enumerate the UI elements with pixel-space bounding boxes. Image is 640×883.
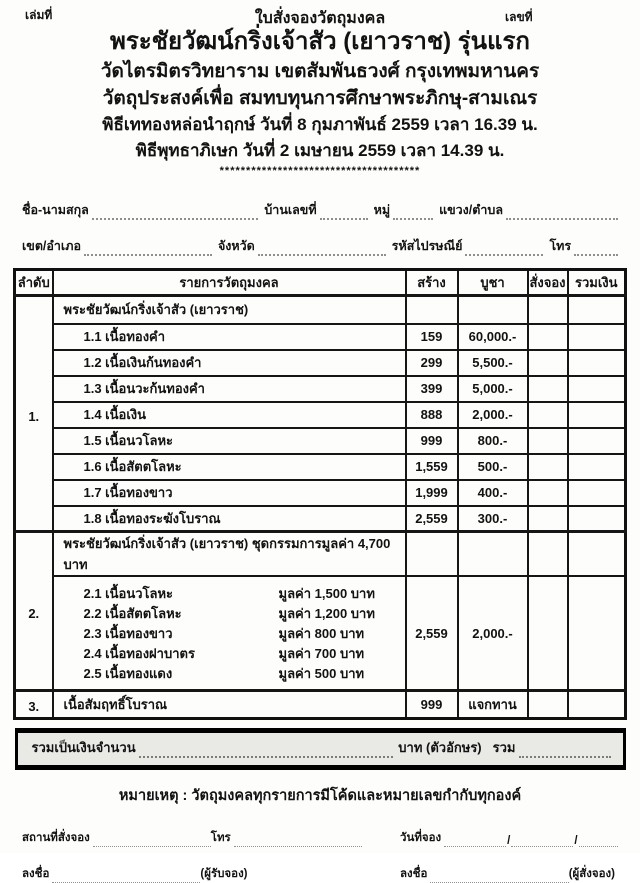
date-slash: / (574, 835, 578, 847)
item-value: มูลค่า 1,200 บาท (278, 605, 375, 621)
order-qty-cell[interactable] (528, 428, 568, 454)
made-count: 999 (406, 428, 458, 454)
col-header-order: สั่งจอง (528, 270, 568, 296)
name-label: ชื่อ-นามสกุล (22, 203, 89, 217)
order-place-field[interactable] (93, 835, 211, 847)
item-row-1-5 (15, 428, 626, 454)
item-row-1-4 (15, 402, 626, 428)
order-qty-cell[interactable] (528, 506, 568, 532)
item-row-2-3 (84, 623, 405, 643)
temple-line: วัดไตรมิตรวิทยาราม เขตสัมพันธวงศ์ กรุงเทพมหานคร (100, 61, 540, 82)
col-header-made: สร้าง (406, 270, 458, 296)
price-value: 500.- (458, 454, 528, 480)
customer-form (22, 198, 618, 256)
item-name: 1.1 เนื้อทองคำ (53, 324, 406, 350)
made-cell (406, 296, 458, 324)
order-date-label: วันที่จอง (400, 832, 442, 844)
sign-label: ลงชื่อ (22, 868, 50, 880)
date-slash: / (507, 835, 511, 847)
made-count: 999 (406, 691, 458, 719)
item-value: มูลค่า 500 บาท (278, 665, 365, 681)
order-qty-cell[interactable] (528, 576, 568, 691)
order-qty-cell[interactable] (528, 296, 568, 324)
price-cell (458, 532, 528, 577)
customer-form-row-2 (22, 234, 618, 256)
footer (22, 829, 618, 883)
price-value: 2,000.- (458, 576, 528, 691)
section2-title-row (15, 532, 626, 577)
purpose-line: วัตถุประสงค์เพื่อ สมทบทุนการศึกษาพระภิกษุ-สามเณร (102, 88, 538, 109)
col-header-price: บูชา (458, 270, 528, 296)
made-count: 159 (406, 324, 458, 350)
item-row-1-6 (15, 454, 626, 480)
receiver-signature-group (22, 865, 362, 883)
section2-body-row (15, 576, 626, 691)
item-row-1-1 (15, 324, 626, 350)
order-date-year-field[interactable] (579, 835, 618, 847)
district-label: เขต/อำเภอ (22, 239, 81, 253)
serial-no-label: เลขที่ (505, 10, 533, 24)
section3-row (15, 691, 626, 719)
order-date-group (400, 829, 618, 847)
total-amount-label: รวมเป็นเงินจำนวน (31, 740, 136, 755)
item-name: 2.5 เนื้อทองแดง (83, 665, 173, 681)
main-title: พระชัยวัฒน์กริ่งเจ้าสัว (เยาวราช) รุ่นแรก (110, 28, 530, 55)
name-field[interactable] (92, 206, 259, 220)
made-cell (406, 532, 458, 577)
order-date-month-field[interactable] (511, 835, 573, 847)
orderer-signature-group (400, 865, 618, 883)
total-cell[interactable] (568, 454, 626, 480)
postal-code-label: รหัสไปรษณีย์ (391, 239, 463, 253)
section1-title: พระชัยวัฒน์กริ่งเจ้าสัว (เยาวราช) (53, 296, 406, 324)
item-name: 2.4 เนื้อทองฝาบาตร (83, 645, 195, 661)
item-row-1-3 (15, 376, 626, 402)
item-name: 1.6 เนื้อสัตตโลหะ (53, 454, 406, 480)
baht-text-label: บาท (ตัวอักษร) (398, 740, 482, 755)
item-name: 2.2 เนื้อสัตตโลหะ (83, 605, 182, 621)
item-value: มูลค่า 700 บาท (278, 645, 365, 661)
total-cell[interactable] (568, 402, 626, 428)
order-qty-cell[interactable] (528, 480, 568, 506)
price-value: แจกทาน (458, 691, 528, 719)
province-label: จังหวัด (217, 239, 255, 253)
made-count: 1,999 (406, 480, 458, 506)
item-row-1-7 (15, 480, 626, 506)
customer-form-row-1 (22, 198, 618, 220)
order-date-day-field[interactable] (444, 835, 506, 847)
total-cell[interactable] (568, 296, 626, 324)
orderer-label: (ผู้สั่งจอง) (568, 868, 615, 880)
casting-ceremony-line: พิธีเททองหล่อนำฤกษ์ วันที่ 8 กุมภาพันธ์ 2559 เวลา 16.39 น. (102, 115, 538, 134)
phone-label: โทร (549, 239, 572, 253)
order-phone-label: โทร (210, 832, 231, 844)
subdistrict-label: แขวง/ตำบล (439, 203, 503, 217)
total-cell[interactable] (568, 691, 626, 719)
blessing-ceremony-line: พิธีพุทธาภิเษก วันที่ 2 เมษายน 2559 เวลา 14.39 น. (135, 141, 505, 160)
order-qty-cell[interactable] (528, 324, 568, 350)
total-cell[interactable] (568, 480, 626, 506)
item-row-2-5 (84, 663, 405, 683)
sign-label: ลงชื่อ (400, 868, 428, 880)
order-qty-cell[interactable] (528, 454, 568, 480)
item-name: 1.7 เนื้อทองขาว (53, 480, 406, 506)
order-qty-cell[interactable] (528, 350, 568, 376)
doc-title: ใบสั่งจองวัตถุมงคล (254, 10, 386, 27)
order-place-label: สถานที่สั่งจอง (22, 832, 90, 844)
receiver-label: (ผู้รับจอง) (200, 868, 248, 880)
footer-row-1 (22, 829, 618, 847)
col-header-item: รายการวัตถุมงคล (53, 270, 406, 296)
item-row-2-4 (84, 643, 405, 663)
item-row-1-2 (15, 350, 626, 376)
item-row-2-1 (84, 583, 405, 603)
summary-box (15, 728, 626, 770)
made-count: 399 (406, 376, 458, 402)
total-amount-field[interactable] (139, 744, 394, 758)
made-count: 2,559 (406, 576, 458, 691)
order-phone-field[interactable] (234, 835, 362, 847)
order-qty-cell[interactable] (528, 691, 568, 719)
phone-field[interactable] (574, 242, 618, 256)
moo-label: หมู่ (373, 203, 391, 217)
section2-no: 2. (15, 532, 53, 691)
price-value: 5,000.- (458, 376, 528, 402)
price-value: 5,500.- (458, 350, 528, 376)
total-cell[interactable] (568, 376, 626, 402)
section1-no: 1. (15, 296, 53, 532)
section2-items (53, 576, 406, 691)
made-count: 2,559 (406, 506, 458, 532)
item-name: 1.3 เนื้อนวะก้นทองคำ (53, 376, 406, 402)
price-value: 60,000.- (458, 324, 528, 350)
item-name: 1.2 เนื้อเงินก้นทองคำ (53, 350, 406, 376)
item-name: 1.5 เนื้อนวโลหะ (53, 428, 406, 454)
price-value: 400.- (458, 480, 528, 506)
made-count: 299 (406, 350, 458, 376)
item-value: มูลค่า 1,500 บาท (278, 585, 375, 601)
section2-title: พระชัยวัฒน์กริ่งเจ้าสัว (เยาวราช) ชุดกรรมการมูลค่า 4,700 บาท (53, 532, 406, 577)
made-count: 1,559 (406, 454, 458, 480)
col-header-no: ลำดับ (15, 270, 53, 296)
item-row-2-2 (84, 603, 405, 623)
footer-row-2 (22, 865, 618, 883)
item-name: 1.8 เนื้อทองระฆังโบราณ (53, 506, 406, 532)
price-value: 800.- (458, 428, 528, 454)
total-cell[interactable] (568, 576, 626, 691)
total-cell[interactable] (568, 532, 626, 577)
total-cell[interactable] (568, 428, 626, 454)
col-header-total: รวมเงิน (568, 270, 626, 296)
district-field[interactable] (84, 242, 212, 256)
orderer-signature-field[interactable] (430, 871, 568, 883)
total-cell[interactable] (568, 350, 626, 376)
item-name: 2.1 เนื้อนวโลหะ (83, 585, 174, 601)
total-cell[interactable] (568, 506, 626, 532)
receiver-signature-field[interactable] (52, 871, 200, 883)
made-count: 888 (406, 402, 458, 428)
item-name: 1.4 เนื้อเงิน (53, 402, 406, 428)
section3-no: 3. (15, 691, 53, 719)
table-header-row (15, 270, 626, 296)
order-qty-cell[interactable] (528, 376, 568, 402)
separator-dots: ************************************** (219, 165, 421, 177)
note-line: หมายเหตุ : วัตถุมงคลทุกรายการมีโค้ดและหมายเลขกำกับทุกองค์ (118, 788, 522, 804)
order-qty-cell[interactable] (528, 532, 568, 577)
order-qty-cell[interactable] (528, 402, 568, 428)
grand-total-field[interactable] (519, 744, 611, 758)
province-field[interactable] (258, 242, 386, 256)
item-value: มูลค่า 800 บาท (278, 625, 365, 641)
subdistrict-field[interactable] (506, 206, 618, 220)
grand-total-label: รวม (492, 740, 516, 755)
house-no-field[interactable] (320, 206, 368, 220)
section1-title-row (15, 296, 626, 324)
price-value: 2,000.- (458, 402, 528, 428)
price-value: 300.- (458, 506, 528, 532)
top-header (0, 0, 640, 27)
title-block (0, 26, 640, 178)
moo-field[interactable] (393, 206, 433, 220)
total-cell[interactable] (568, 324, 626, 350)
section3-title: เนื้อสัมฤทธิ์โบราณ (53, 691, 406, 719)
order-place-group (22, 829, 362, 847)
book-no-label: เล่มที่ (25, 8, 53, 22)
price-cell (458, 296, 528, 324)
item-row-1-8 (15, 506, 626, 532)
postal-code-field[interactable] (465, 242, 543, 256)
house-no-label: บ้านเลขที่ (264, 203, 317, 217)
order-table (13, 268, 627, 720)
item-name: 2.3 เนื้อทองขาว (83, 625, 173, 641)
